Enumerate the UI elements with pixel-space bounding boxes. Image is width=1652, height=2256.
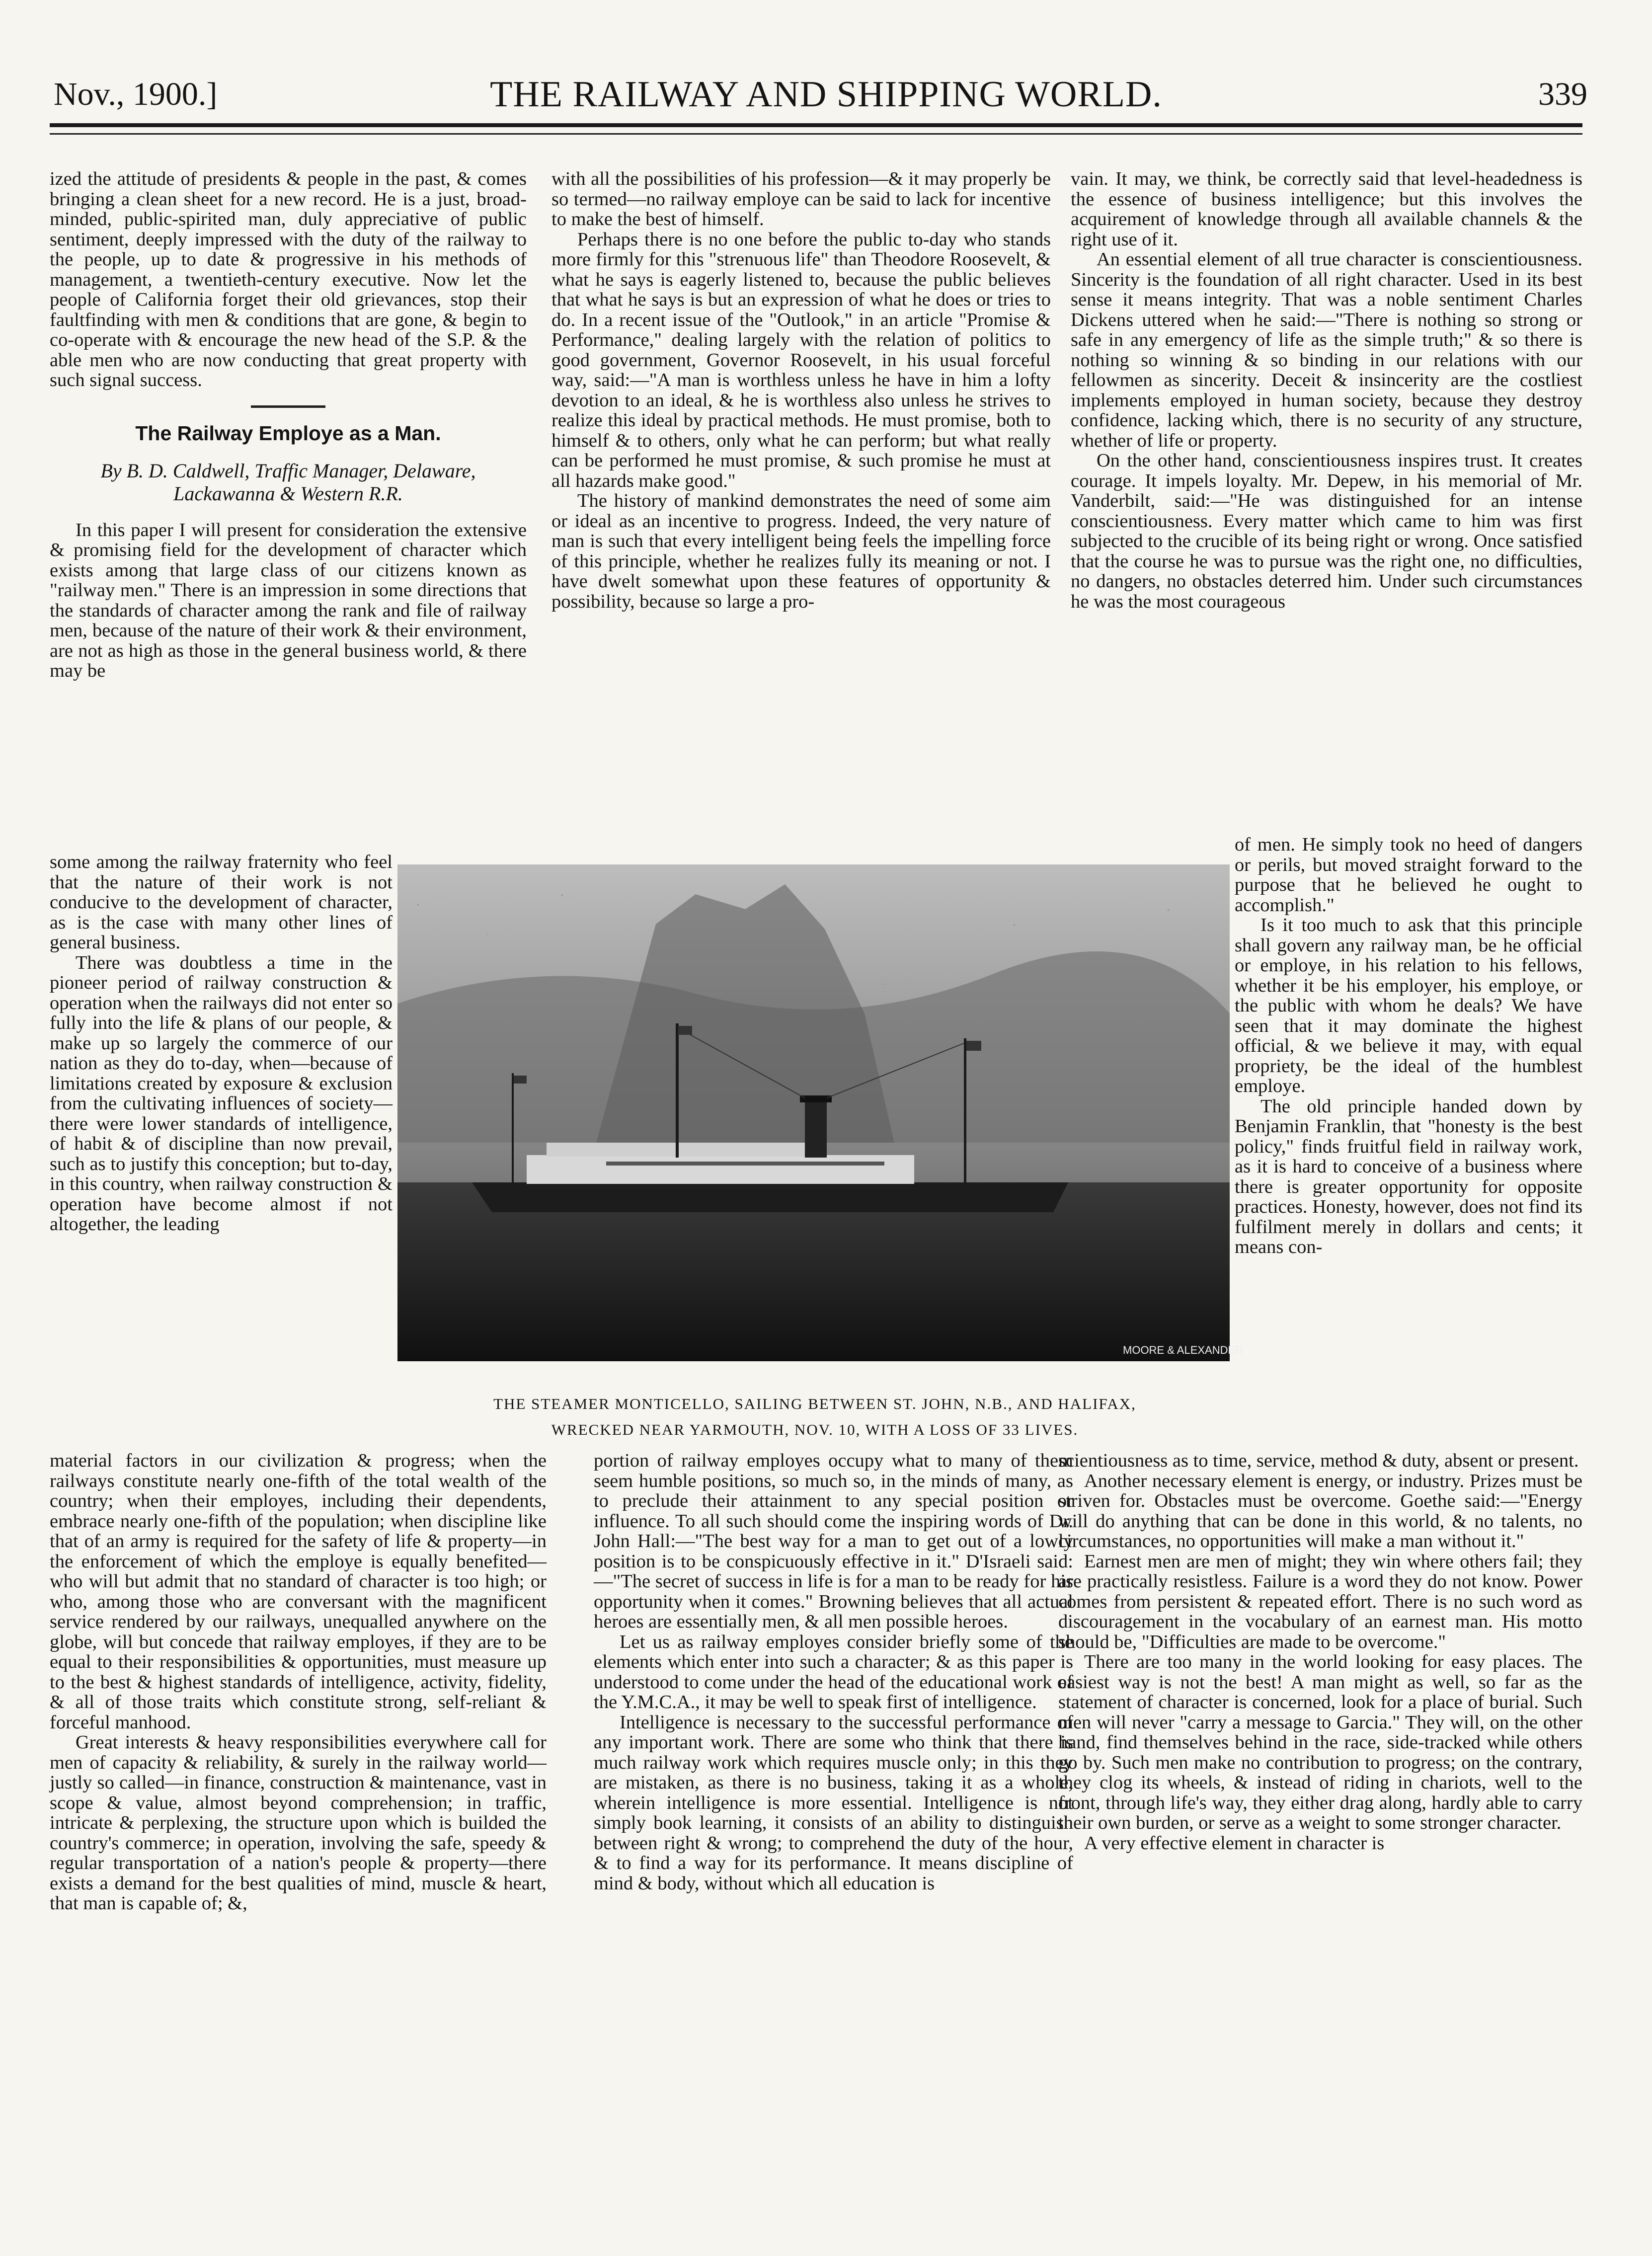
caption-line: WRECKED NEAR YARMOUTH, NOV. 10, WITH A LOSS OF 33 LIVES. bbox=[551, 1421, 1079, 1438]
header-rule-thin bbox=[50, 133, 1582, 135]
paragraph: with all the possibilities of his profession—& it may properly be so termed—no railway employe can be said to lack for incentive to make the best of himself. bbox=[551, 168, 1051, 230]
column-1-bottom bbox=[50, 1451, 547, 1914]
caption-line: THE STEAMER MONTICELLO, SAILING BETWEEN ST. JOHN, N.B., AND HALIFAX, bbox=[493, 1395, 1136, 1412]
photo-credit: MOORE & ALEXANDER bbox=[1123, 1344, 1244, 1356]
paragraph: of men. He simply took no heed of dangers or perils, but moved straight forward to the purpose that he believed he ought to accomplish." bbox=[1235, 834, 1582, 916]
paragraph: The history of mankind demonstrates the need of some aim or ideal as an incentive to progress. Indeed, the very nature of man is such that every intelligent being feels the impelling force of this principle, whether he realizes fully its meaning or not. I have dwelt somewhat upon these features of opportunity & possibility, because so large a pro- bbox=[551, 490, 1051, 612]
column-3-wrap bbox=[1235, 835, 1582, 1257]
paragraph: A very effective element in character is bbox=[1084, 1832, 1385, 1854]
column-1-wrap bbox=[50, 852, 393, 1235]
paragraph: ized the attitude of presidents & people in the past, & comes bringing a clean sheet for a new record. He is a just, broad-minded, public-spirited man, duly appreciative of public sentiment, deeply impressed with the duty of the railway to the people, up to date & progressive in his methods of management, a twentieth-century executive. Now let the people of California forget their old grievances, stop their faultfinding with men & conditions that are gone, & begin to co-operate with & encourage the new head of the S.P. & the able men who are now conducting that great property with such signal success. bbox=[50, 168, 527, 390]
article-title: The Railway Employe as a Man. bbox=[135, 421, 441, 445]
article-byline: By B. D. Caldwell, Traffic Manager, Delaware, Lackawanna & Western R.R. bbox=[100, 459, 476, 505]
paragraph: The old principle handed down by Benjamin Franklin, that "honesty is the best policy," finds fruitful field in railway work, as it is hard to conceive of a business where there is greater opportunity for opposite practices. Honesty, however, does not find its fulfilment merely in dollars and cents; it means con- bbox=[1235, 1095, 1582, 1257]
steamer-photograph bbox=[397, 864, 1244, 1361]
paragraph: portion of railway employes occupy what to many of them seem humble positions, so much so, in the minds of many, as to preclude their attainment to any special position or influence. To all such should come the inspiring words of Dr. John Hall:—"The best way for a man to get out of a lowly position is to be conspicuously effective in it." D'Israeli said:—"The secret of success in life is for a man to be ready for his opportunity when it comes." Browning believes that all actual heroes are essentially men, & all men possible heroes. bbox=[594, 1450, 1073, 1632]
paragraph: Perhaps there is no one before the public to-day who stands more firmly for this "strenuous life" than Theodore Roosevelt, & what he says is eagerly listened to, because the public believes that what he says is but an expression of what he does or tries to do. In a recent issue of the "Outlook," in an article "Promise & Performance," dealing largely with the relation of politics to good government, Governor Roosevelt, in his usual forceful way, said:—"A man is worthless unless he have in him a lofty devotion to an ideal, & he is worthless also unless he strives to realize this ideal by practical methods. He must promise, both to himself & to others, only what he can perform; but what really can be performed he must promise, & such promise he must at all hazards make good." bbox=[551, 229, 1051, 491]
paragraph: Great interests & heavy responsibilities everywhere call for men of capacity & reliability, & surely in the railway world—justly so called—in finance, construction & maintenance, vast in scope & value, almost beyond comprehension; in traffic, intricate & perplexing, the structure upon which is builded the country's commerce; in operation, involving the safe, speedy & regular transportation of a nation's people & property—there exists a demand for the best qualities of mind, muscle & heart, that man is capable of; &, bbox=[50, 1732, 547, 1914]
paragraph: some among the railway fraternity who feel that the nature of their work is not conducive to the development of character, as is the case with many other lines of general business. bbox=[50, 852, 393, 953]
paragraph: Earnest men are men of might; they win where others fail; they are practically resistless. Failure is a word they do not know. Power comes from persistent & repeated effort. There is no such word as discouragement in the vocabulary of an earnest man. His motto should be, "Difficulties are made to be overcome." bbox=[1058, 1551, 1582, 1652]
issue-date: Nov., 1900.] bbox=[54, 76, 218, 112]
paragraph: On the other hand, conscientiousness inspires trust. It creates courage. It impels loyalty. Mr. Depew, in his memorial of Mr. Vanderbilt, said:—"He was distinguished for an intense conscientiousness. Every matter which came to him was first subjected to the crucible of its being right or wrong. Once satisfied that the course he was to pursue was the right one, no difficulties, no dangers, no obstacles deterred him. Under such circumstances he was the most courageous bbox=[1071, 450, 1582, 612]
paragraph: Another necessary element is energy, or industry. Prizes must be striven for. Obstacles must be overcome. Goethe said:—"Energy will do anything that can be done in this world, & no talents, no circumstances, no opportunities will make a man without it." bbox=[1058, 1470, 1582, 1552]
section-divider bbox=[251, 405, 325, 408]
column-1-top bbox=[50, 169, 527, 681]
paragraph: Let us as railway employes consider briefly some of the elements which enter into such a character; & as this paper is understood to come under the head of the educational work of the Y.M.C.A., it may be well to speak first of intelligence. bbox=[594, 1631, 1073, 1712]
photo-caption bbox=[393, 1391, 1237, 1443]
paragraph: vain. It may, we think, be correctly said that level-headedness is the essence of business intelligence; but this involves the acquirement of knowledge through all available channels & the right use of it. bbox=[1071, 168, 1582, 250]
paragraph: There was doubtless a time in the pioneer period of railway construction & operation when the railways did not enter so fully into the life & plans of our people, & make up so largely the commerce of our nation as they do to-day, when—because of limitations created by exposure & exclusion from the cultivating influences of society—there were lower standards of intelligence, of habit & of discipline than now prevail, such as to justify this conception; but to-day, in this country, when railway construction & operation have become almost if not altogether, the leading bbox=[50, 952, 393, 1235]
page-number: 339 bbox=[1538, 76, 1587, 112]
column-2-top bbox=[551, 169, 1051, 612]
column-2-bottom bbox=[594, 1451, 1073, 1893]
column-3-bottom bbox=[1058, 1451, 1582, 1853]
steamer-illustration bbox=[397, 864, 1244, 1361]
paragraph: There are too many in the world looking for easy places. The easiest way is not the best! A man might as well, so far as the statement of character is concerned, look for a place of burial. Such men will never "carry a message to Garcia." They will, on the other hand, find themselves behind in the race, side-tracked while others go by. Such men make no contribution to progress; on the contrary, they clog its wheels, & instead of riding in chariots, well to the front, through life's way, they either drag along, hardly able to carry their own burden, or serve as a weight to some stronger character. bbox=[1058, 1651, 1582, 1833]
paragraph: scientiousness as to time, service, method & duty, absent or present. bbox=[1058, 1450, 1579, 1471]
publication-title: THE RAILWAY AND SHIPPING WORLD. bbox=[490, 74, 1162, 115]
column-3-top bbox=[1071, 169, 1582, 612]
paragraph: Intelligence is necessary to the successful performance of any important work. There are some who think that there is much railway work which requires muscle only; in this they are mistaken, as there is no business, taking it as a whole, wherein intelligence is more essential. Intelligence is not simply book learning, it consists of an ability to distinguish between right & wrong; to comprehend the duty of the hour, & to find a way for its performance. It means discipline of mind & body, without which all education is bbox=[594, 1711, 1073, 1894]
paragraph: Is it too much to ask that this principle shall govern any railway man, be he official or employe, in his relation to his fellows, whether it be his employer, his employe, or the public with whom he deals? We have seen that it may dominate the highest official, & we believe it may, with equal propriety, be the ideal of the humblest employe. bbox=[1235, 915, 1582, 1096]
header-rule-thick bbox=[50, 123, 1582, 127]
paragraph: material factors in our civilization & progress; when the railways constitute nearly one-fifth of the total wealth of the country; when their employes, including their dependents, embrace nearly one-fifth of the population; when discipline like that of an army is required for the safety of life & property—in the enforcement of which the employe is equally benefited—who will but admit that no standard of character is too high; or who, among those who are conversant with the magnificent service rendered by our railways, unequalled anywhere on the globe, will but concede that railway employes, if they are to be equal to their responsibilities & opportunities, must measure up to the best & highest standards of intelligence, activity, fidelity, & all of those traits which constitute strong, self-reliant & forceful manhood. bbox=[50, 1450, 547, 1733]
paragraph: An essential element of all true character is conscientiousness. Sincerity is the foundation of all right character. Used in its best sense it means integrity. That was a noble sentiment Charles Dickens uttered when he said:—"There is nothing so strong or safe in any emergency of life as the simple truth;" & so there is nothing so winning & so binding in our relations with our fellowmen as sincerity. Deceit & insincerity are the costliest implements employed in human society, because they destroy confidence, lacking which, there is no security of any structure, whether of life or property. bbox=[1071, 249, 1582, 451]
paragraph: In this paper I will present for consideration the extensive & promising field for the development of character which exists among that large class of our citizens known as "railway men." There is an impression in some directions that the standards of character among the rank and file of railway men, because of the nature of their work & their environment, are not as high as those in the general business world, & there may be bbox=[50, 519, 527, 681]
